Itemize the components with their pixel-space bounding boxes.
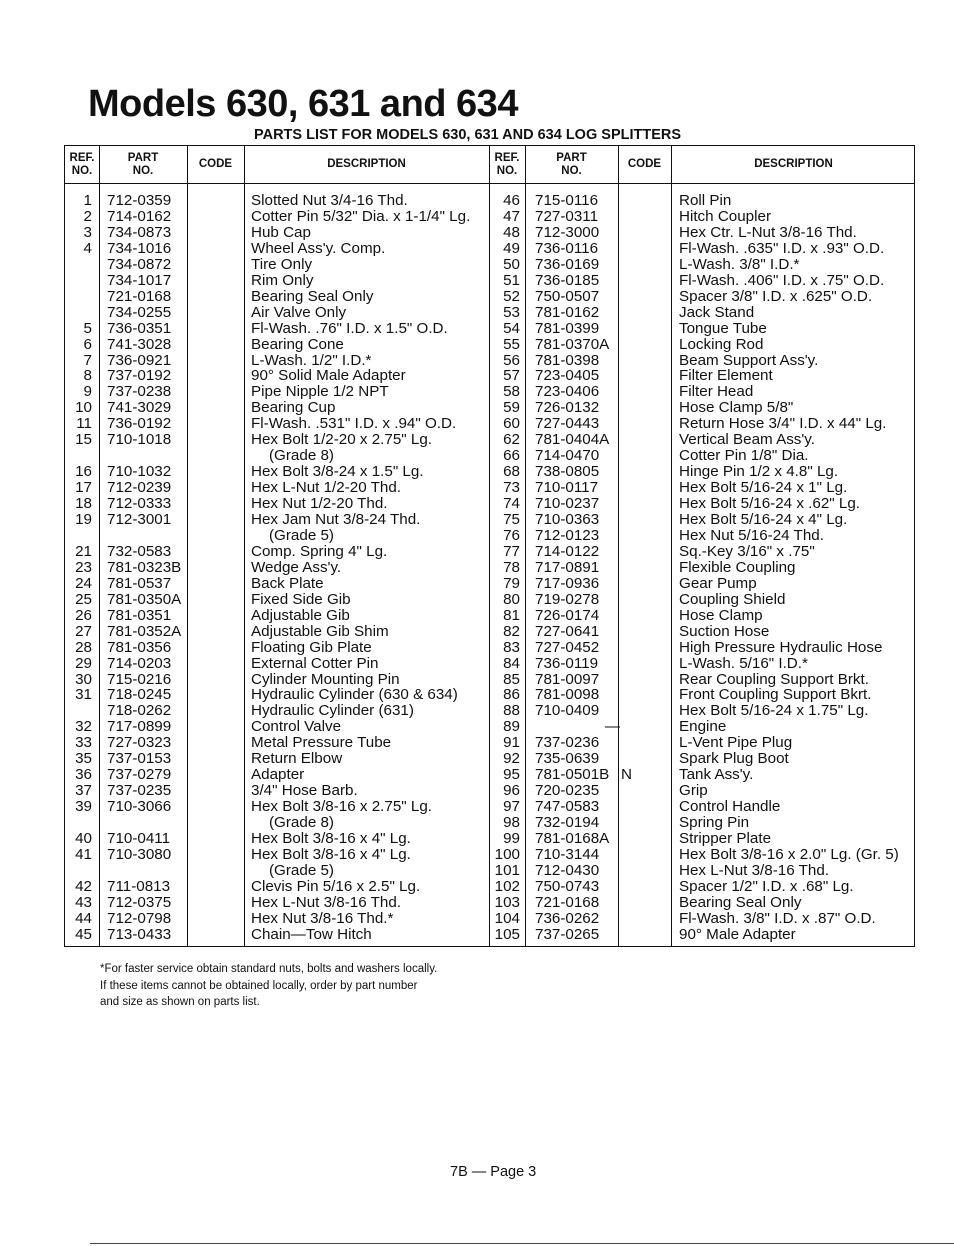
description: External Cotter Pin	[251, 654, 379, 672]
ref-number: 18	[75, 495, 92, 513]
ref-number: 51	[503, 271, 520, 289]
ref-number: 42	[75, 877, 92, 895]
description: Front Coupling Support Bkrt.	[679, 686, 872, 704]
footnote-line: *For faster service obtain standard nuts, bolts and washers locally.	[100, 963, 438, 975]
part-number: 781-0350A	[107, 590, 182, 608]
description: Bearing Cone	[251, 335, 344, 353]
part-number: 732-0194	[535, 814, 600, 832]
ref-number: 52	[503, 287, 520, 305]
ref-number: 23	[75, 558, 92, 576]
ref-number: 17	[75, 479, 92, 497]
ref-number: 31	[75, 686, 92, 704]
part-number: 710-3066	[107, 798, 172, 816]
part-number: 720-0235	[535, 782, 600, 800]
part-number: 737-0265	[535, 925, 600, 943]
ref-number: 82	[503, 622, 520, 640]
description: Cylinder Mounting Pin	[251, 670, 400, 688]
part-number: 727-0311	[535, 207, 599, 225]
description: Spacer 3/8" I.D. x .625" O.D.	[679, 287, 873, 305]
ref-number: 92	[503, 750, 520, 768]
part-number: 712-0333	[107, 495, 172, 513]
description: Fl-Wash. .406" I.D. x .75" O.D.	[679, 271, 885, 289]
part-number: 732-0583	[107, 542, 172, 560]
ref-number: 15	[75, 431, 92, 449]
part-number: 736-0185	[535, 271, 600, 289]
ref-number: 59	[503, 399, 520, 417]
description: Spring Pin	[679, 814, 750, 832]
column-divider	[525, 146, 526, 946]
description: Stripper Plate	[679, 830, 772, 847]
description: Metal Pressure Tube	[251, 734, 392, 752]
description: Hex Bolt 5/16-24 x .62" Lg.	[679, 495, 860, 513]
description: Grip	[679, 782, 708, 800]
description: Fl-Wash. .531" I.D. x .94" O.D.	[251, 415, 457, 433]
description: Hex Bolt 3/8-24 x 1.5" Lg.	[251, 463, 424, 481]
description: Return Elbow	[251, 750, 343, 768]
ref-number: 33	[75, 734, 92, 752]
part-number: 781-0162	[535, 303, 600, 321]
part-number: 735-0639	[535, 750, 600, 768]
part-number: 736-0351	[107, 319, 172, 337]
part-number: 726-0174	[535, 606, 600, 624]
ref-number: 76	[503, 526, 520, 544]
ref-number: 75	[503, 511, 520, 528]
part-number: 736-0192	[107, 415, 172, 433]
description: Hex Nut 1/2-20 Thd.	[251, 495, 388, 513]
part-number: 736-0116	[535, 239, 599, 257]
description: Hex L-Nut 1/2-20 Thd.	[251, 479, 401, 497]
description: Vertical Beam Ass'y.	[679, 431, 815, 449]
description: Pipe Nipple 1/2 NPT	[251, 383, 389, 401]
description: Hex Bolt 3/8-16 x 4" Lg.	[251, 830, 411, 847]
description: Hinge Pin 1/2 x 4.8" Lg.	[679, 463, 839, 481]
description: Hydraulic Cylinder (630 & 634)	[251, 686, 458, 704]
part-number: 750-0507	[535, 287, 600, 305]
part-number: 714-0122	[535, 542, 600, 560]
ref-number: 16	[75, 463, 92, 481]
ref-number: 81	[503, 606, 520, 624]
part-number: 710-0237	[535, 495, 600, 513]
ref-number: 99	[503, 830, 520, 847]
part-number: 712-0239	[107, 479, 172, 497]
description: Back Plate	[251, 574, 324, 592]
part-number: 737-0235	[107, 782, 172, 800]
part-number: 727-0443	[535, 415, 600, 433]
part-number: 714-0203	[107, 654, 172, 672]
ref-number: 78	[503, 558, 520, 576]
header-description: DESCRIPTION	[327, 158, 406, 170]
part-number: 781-0356	[107, 638, 172, 656]
ref-number: 83	[503, 638, 520, 656]
ref-number: 66	[503, 447, 520, 465]
ref-number: 25	[75, 590, 92, 608]
ref-number: 103	[494, 893, 520, 911]
ref-number: 95	[503, 766, 520, 784]
part-number: 736-0119	[535, 654, 599, 672]
ref-number: 57	[503, 367, 520, 385]
part-number: 781-0097	[535, 670, 600, 688]
part-number: 781-0352A	[107, 622, 182, 640]
ref-number: 35	[75, 750, 92, 768]
part-number: 710-1018	[107, 431, 172, 449]
description: Spacer 1/2" I.D. x .68" Lg.	[679, 877, 854, 895]
ref-number: 49	[503, 239, 520, 257]
ref-number: 96	[503, 782, 520, 800]
code-value: N	[621, 766, 632, 784]
ref-number: 55	[503, 335, 520, 353]
ref-number: 86	[503, 686, 520, 704]
ref-number: 48	[503, 223, 520, 241]
ref-number: 102	[494, 877, 520, 895]
part-number: 719-0278	[535, 590, 600, 608]
ref-number: 41	[75, 845, 92, 863]
ref-number: 28	[75, 638, 92, 656]
part-number: 721-0168	[107, 287, 172, 305]
part-number: 717-0899	[107, 718, 172, 736]
part-number: 750-0743	[535, 877, 600, 895]
footnote-line: and size as shown on parts list.	[100, 996, 260, 1008]
part-number: 718-0245	[107, 686, 172, 704]
bottom-rule	[90, 1243, 954, 1244]
part-number: 734-1016	[107, 239, 172, 257]
ref-number: 77	[503, 542, 520, 560]
part-number: 781-0404A	[535, 431, 610, 449]
description: Hitch Coupler	[679, 207, 772, 225]
description: 3/4" Hose Barb.	[251, 782, 358, 800]
part-number: 710-0363	[535, 511, 600, 528]
ref-number: 7	[83, 351, 92, 369]
description: Filter Head	[679, 383, 754, 401]
header-code: CODE	[198, 158, 233, 170]
description: Hex Jam Nut 3/8-24 Thd.	[251, 511, 421, 528]
ref-number: 100	[494, 845, 520, 863]
description: Tank Ass'y.	[679, 766, 754, 784]
part-number: 727-0323	[107, 734, 172, 752]
description: Cotter Pin 1/8" Dia.	[679, 447, 809, 465]
page-footer: 7B — Page 3	[450, 1164, 537, 1180]
ref-number: 54	[503, 319, 520, 337]
description: Engine	[679, 718, 727, 736]
part-number: 710-3080	[107, 845, 172, 863]
part-number: 734-0873	[107, 223, 172, 241]
part-number: 723-0405	[535, 367, 600, 385]
part-number: 781-0537	[107, 574, 172, 592]
ref-number: 88	[503, 702, 520, 720]
description: Flexible Coupling	[679, 558, 796, 576]
ref-number: 53	[503, 303, 520, 321]
description: Hex Nut 3/8-16 Thd.*	[251, 909, 394, 927]
ref-number: 62	[503, 431, 520, 449]
description: Filter Element	[679, 367, 773, 385]
description: Sq.-Key 3/16" x .75"	[679, 542, 815, 560]
parts-table	[64, 145, 915, 947]
ref-number: 89	[503, 718, 520, 736]
ref-number: 39	[75, 798, 92, 816]
part-number: 734-1017	[107, 271, 172, 289]
description: L-Wash. 3/8" I.D.*	[679, 255, 800, 273]
part-number: 737-0236	[535, 734, 600, 752]
ref-number: 46	[503, 192, 520, 209]
description: Locking Rod	[679, 335, 764, 353]
part-number: 737-0192	[107, 367, 172, 385]
part-number: 717-0891	[535, 558, 600, 576]
description: Fl-Wash. .635" I.D. x .93" O.D.	[679, 239, 885, 257]
description: Air Valve Only	[251, 303, 347, 321]
part-number: 736-0262	[535, 909, 600, 927]
part-number: 710-0117	[535, 479, 599, 497]
part-number: 747-0583	[535, 798, 600, 816]
part-number: 736-0921	[107, 351, 172, 369]
description: Fl-Wash. 3/8" I.D. x .87" O.D.	[679, 909, 876, 927]
part-number: 737-0279	[107, 766, 172, 784]
description: Hex Bolt 1/2-20 x 2.75" Lg.	[251, 431, 432, 449]
part-number: 737-0238	[107, 383, 172, 401]
description: Fl-Wash. .76" I.D. x 1.5" O.D.	[251, 319, 448, 337]
part-number: 718-0262	[107, 702, 172, 720]
description: Adjustable Gib Shim	[251, 622, 389, 640]
ref-number: 4	[83, 239, 92, 257]
ref-number: 105	[494, 925, 520, 943]
part-number: 781-0398	[535, 351, 600, 369]
part-number: —	[604, 718, 620, 736]
ref-number: 1	[83, 192, 92, 209]
description: Hex L-Nut 3/8-16 Thd.	[251, 893, 401, 911]
ref-number: 11	[76, 415, 92, 433]
ref-number: 98	[503, 814, 520, 832]
part-number: 727-0452	[535, 638, 600, 656]
part-number: 711-0813	[107, 877, 171, 895]
part-number: 717-0936	[535, 574, 600, 592]
ref-number: 101	[494, 861, 520, 879]
ref-number: 21	[75, 542, 92, 560]
description: Hydraulic Cylinder (631)	[251, 702, 414, 720]
ref-number: 40	[75, 830, 92, 847]
part-number: 727-0641	[535, 622, 600, 640]
description: Rear Coupling Support Brkt.	[679, 670, 869, 688]
part-number: 726-0132	[535, 399, 600, 417]
header-part-no: PART NO.	[127, 151, 159, 177]
part-number: 712-3000	[535, 223, 600, 241]
description: 90° Male Adapter	[679, 925, 796, 943]
part-number: 781-0323B	[107, 558, 182, 576]
ref-number: 85	[503, 670, 520, 688]
description: High Pressure Hydraulic Hose	[679, 638, 883, 656]
part-number: 712-0123	[535, 526, 600, 544]
part-number: 721-0168	[535, 893, 600, 911]
ref-number: 2	[83, 207, 92, 225]
footnote-line: If these items cannot be obtained locally, order by part number	[100, 979, 418, 992]
column-divider	[99, 146, 100, 946]
ref-number: 43	[75, 893, 92, 911]
description: Cotter Pin 5/32" Dia. x 1-1/4" Lg.	[251, 207, 471, 225]
ref-number: 47	[503, 207, 520, 225]
description: Bearing Seal Only	[251, 287, 374, 305]
part-number: 714-0470	[535, 447, 600, 465]
ref-number: 56	[503, 351, 520, 369]
part-number: 714-0162	[107, 207, 172, 225]
description: (Grade 8)	[269, 447, 334, 465]
ref-number: 79	[503, 574, 520, 592]
description: Hex Nut 5/16-24 Thd.	[679, 526, 824, 544]
part-number: 741-3028	[107, 335, 172, 353]
description: Gear Pump	[679, 574, 757, 592]
column-divider	[671, 146, 672, 946]
description: Tire Only	[251, 255, 313, 273]
ref-number: 37	[75, 782, 92, 800]
description: Comp. Spring 4" Lg.	[251, 542, 388, 560]
description: L-Wash. 1/2" I.D.*	[251, 351, 372, 369]
description: 90° Solid Male Adapter	[251, 367, 406, 385]
description: Jack Stand	[679, 303, 755, 321]
ref-number: 3	[83, 223, 92, 241]
ref-number: 19	[75, 511, 92, 528]
part-number: 781-0370A	[535, 335, 610, 353]
footnote	[100, 961, 437, 1011]
ref-number: 58	[503, 383, 520, 401]
description: Adapter	[251, 766, 305, 784]
ref-number: 80	[503, 590, 520, 608]
ref-number: 29	[75, 654, 92, 672]
description: Hex Ctr. L-Nut 3/8-16 Thd.	[679, 223, 857, 241]
description: (Grade 5)	[269, 861, 334, 879]
description: Adjustable Gib	[251, 606, 350, 624]
description: Hex Bolt 5/16-24 x 4" Lg.	[679, 511, 848, 528]
part-number: 736-0169	[535, 255, 600, 273]
parts-list-subtitle: PARTS LIST FOR MODELS 630, 631 AND 634 LOG SPLITTERS	[254, 127, 682, 143]
part-number: 734-0872	[107, 255, 172, 273]
description: Hex Bolt 3/8-16 x 2.75" Lg.	[251, 798, 432, 816]
description: Wedge Ass'y.	[251, 558, 342, 576]
description: Roll Pin	[679, 192, 732, 209]
description: Return Hose 3/4" I.D. x 44" Lg.	[679, 415, 887, 433]
part-number: 712-0798	[107, 909, 172, 927]
ref-number: 74	[503, 495, 520, 513]
ref-number: 50	[503, 255, 520, 273]
description: Chain—Tow Hitch	[251, 925, 372, 943]
ref-number: 60	[503, 415, 520, 433]
description: Beam Support Ass'y.	[679, 351, 819, 369]
ref-number: 5	[83, 319, 92, 337]
header-part-no: PART NO.	[556, 151, 587, 177]
header-ref-no: REF. NO.	[494, 151, 520, 177]
description: (Grade 5)	[269, 526, 334, 544]
part-number: 715-0116	[535, 192, 599, 209]
ref-number: 97	[503, 798, 520, 816]
ref-number: 24	[75, 574, 92, 592]
ref-number: 36	[75, 766, 92, 784]
part-number: 741-3029	[107, 399, 172, 417]
description: Coupling Shield	[679, 590, 786, 608]
description: (Grade 8)	[269, 814, 334, 832]
description: Hub Cap	[251, 223, 311, 241]
ref-number: 104	[494, 909, 520, 927]
ref-number: 8	[83, 367, 92, 385]
ref-number: 32	[75, 718, 92, 736]
description: Wheel Ass'y. Comp.	[251, 239, 386, 257]
part-number: 715-0216	[107, 670, 172, 688]
description: Control Handle	[679, 798, 781, 816]
header-code: CODE	[627, 158, 662, 170]
description: Fixed Side Gib	[251, 590, 351, 608]
ref-number: 73	[503, 479, 520, 497]
ref-number: 45	[75, 925, 92, 943]
description: L-Vent Pipe Plug	[679, 734, 793, 752]
part-number: 712-0375	[107, 893, 172, 911]
ref-number: 84	[503, 654, 520, 672]
part-number: 710-3144	[535, 845, 600, 863]
ref-number: 10	[75, 399, 92, 417]
part-number: 710-0409	[535, 702, 600, 720]
ref-number: 26	[75, 606, 92, 624]
part-number: 738-0805	[535, 463, 600, 481]
part-number: 737-0153	[107, 750, 172, 768]
description: Floating Gib Plate	[251, 638, 372, 656]
part-number: 713-0433	[107, 925, 172, 943]
description: Hex Bolt 5/16-24 x 1.75" Lg.	[679, 702, 869, 720]
part-number: 710-1032	[107, 463, 172, 481]
header-ref-no: REF. NO.	[69, 151, 95, 177]
part-number: 712-3001	[107, 511, 172, 528]
part-number: 734-0255	[107, 303, 172, 321]
part-number: 781-0501B	[535, 766, 610, 784]
page-title: Models 630, 631 and 634	[88, 83, 518, 125]
part-number: 723-0406	[535, 383, 600, 401]
description: Clevis Pin 5/16 x 2.5" Lg.	[251, 877, 421, 895]
header-description: DESCRIPTION	[754, 158, 833, 170]
part-number: 710-0411	[107, 830, 171, 847]
part-number: 781-0098	[535, 686, 600, 704]
description: Control Valve	[251, 718, 342, 736]
ref-number: 27	[75, 622, 92, 640]
description: Spark Plug Boot	[679, 750, 789, 768]
description: Bearing Seal Only	[679, 893, 802, 911]
ref-number: 6	[83, 335, 92, 353]
ref-number: 68	[503, 463, 520, 481]
description: Slotted Nut 3/4-16 Thd.	[251, 192, 408, 209]
description: Hex Bolt 3/8-16 x 4" Lg.	[251, 845, 411, 863]
description: L-Wash. 5/16" I.D.*	[679, 654, 808, 672]
description: Hex L-Nut 3/8-16 Thd.	[679, 861, 829, 879]
description: Hose Clamp 5/8"	[679, 399, 794, 417]
part-number: 712-0430	[535, 861, 600, 879]
part-number: 781-0168A	[535, 830, 610, 847]
ref-number: 91	[503, 734, 520, 752]
ref-number: 30	[75, 670, 92, 688]
part-number: 712-0359	[107, 192, 172, 209]
description: Hex Bolt 5/16-24 x 1" Lg.	[679, 479, 848, 497]
description: Hose Clamp	[679, 606, 763, 624]
part-number: 781-0351	[107, 606, 172, 624]
ref-number: 44	[75, 909, 92, 927]
part-number: 781-0399	[535, 319, 600, 337]
ref-number: 9	[83, 383, 92, 401]
description: Hex Bolt 3/8-16 x 2.0" Lg. (Gr. 5)	[679, 845, 899, 863]
description: Tongue Tube	[679, 319, 767, 337]
description: Bearing Cup	[251, 399, 336, 417]
description: Suction Hose	[679, 622, 770, 640]
column-divider	[244, 146, 245, 946]
description: Rim Only	[251, 271, 314, 289]
